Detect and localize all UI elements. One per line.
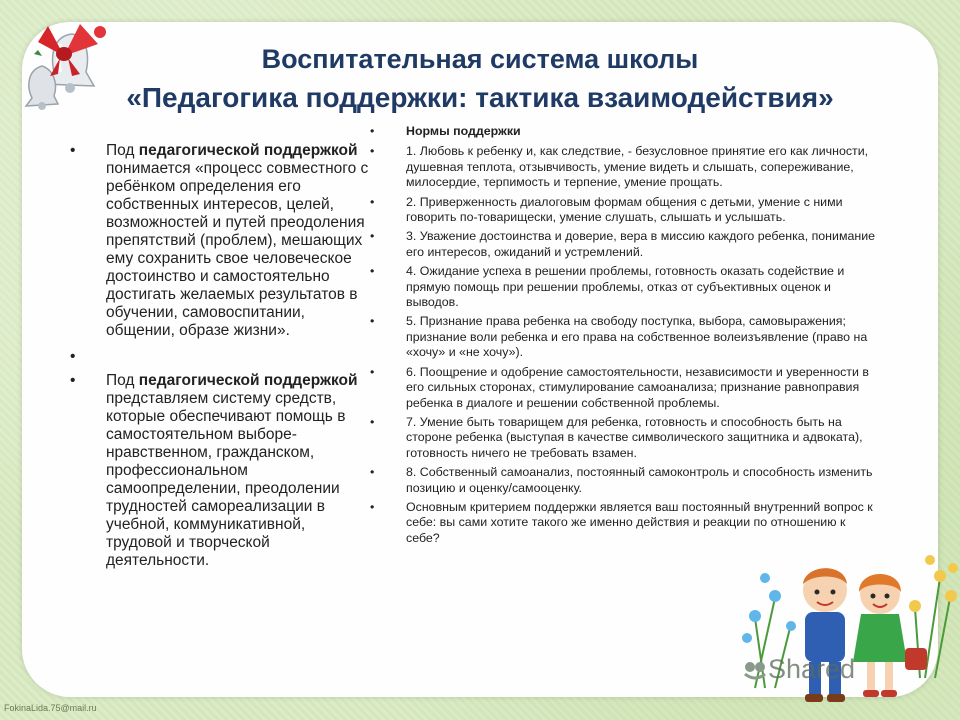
norm-item — [370, 465, 880, 496]
title-line-1: Воспитательная система школы — [261, 44, 699, 74]
bullet: • — [370, 314, 375, 329]
norm-item — [370, 144, 880, 190]
bullet: • — [370, 124, 375, 138]
norm-item — [370, 365, 880, 411]
bullet: • — [370, 264, 375, 279]
norm-item — [370, 415, 880, 461]
left-empty-item — [70, 348, 370, 366]
slideshare-logo-icon — [742, 658, 768, 684]
bullet: • — [370, 465, 375, 480]
norm-item — [370, 229, 880, 260]
norm-item — [370, 314, 880, 360]
bullet: • — [70, 348, 76, 365]
bullet: • — [370, 414, 375, 429]
left-p1-pre: Под — [106, 142, 139, 159]
left-p2-rest: представляем систему средств, которые обеспечивают помощь в самостоятельном выборе- нравственном, гражданском, профессиональном самоопределении, преодолении трудностей самореализации в учебной, коммуникативной, трудовой и творческой деятельности. — [106, 390, 346, 569]
left-p2-bold: педагогической поддержкой — [138, 372, 358, 389]
norm-text: 7. Умение быть товарищем для ребенка, готовность и способность быть на стороне ребенка (выступая в качестве символического защитника и адвоката), готовность ничего не требовать взамен. — [406, 414, 863, 460]
norm-text: 3. Уважение достоинства и доверие, вера в миссию каждого ребенка, понимание его интересов, ожиданий и устремлений. — [406, 229, 876, 259]
norms-heading-item — [370, 124, 880, 139]
children-with-flowers-icon — [735, 538, 960, 720]
norm-text: 6. Поощрение и одобрение самостоятельности, независимости и уверенности в его сильных сторонах, стимулирование самоанализа; признание равноправия ребенка в диалоге и решении собственной проблемы. — [406, 364, 869, 410]
right-column — [370, 124, 880, 550]
norm-text: 1. Любовь к ребенку и, как следствие, - безусловное принятие его как личности, душевная теплота, отзывчивость, умение видеть и слышать, сопереживание, милосердие, терпимость и терпение, умение прощать. — [406, 144, 869, 190]
bullet: • — [370, 229, 375, 244]
bullet: • — [370, 499, 375, 514]
norms-heading: Нормы поддержки — [406, 124, 521, 138]
norm-text: Основным критерием поддержки является ваш постоянный внутренний вопрос к себе: вы сами хотите такого же именно действия и реакции по отношению к себе? — [406, 499, 873, 545]
left-paragraph-1 — [70, 142, 370, 340]
norm-text: 4. Ожидание успеха в решении проблемы, готовность оказать содействие и прямую помощь при решении проблемы, отказ от субъективных оценок и выводов. — [406, 264, 845, 310]
left-p2-pre: Под — [106, 372, 139, 389]
bullet: • — [370, 364, 375, 379]
bullet: • — [70, 142, 76, 159]
norm-text: 5. Признание права ребенка на свободу поступка, выбора, самовыражения; признание воли ребенка и его права на собственное волеизъявление (право на «хочу» и «не хочу»). — [406, 314, 868, 360]
norm-item — [370, 264, 880, 310]
norm-text: 2. Приверженность диалоговым формам общения с детьми, умение с ними говорить по-товарищески, умение слушать, слышать и услышать. — [406, 194, 843, 225]
bullet: • — [70, 372, 76, 389]
title-line-2: «Педагогика поддержки: тактика взаимодействия» — [126, 82, 834, 113]
norm-item — [370, 195, 880, 226]
left-paragraph-2 — [70, 372, 370, 570]
slide-title — [60, 40, 900, 118]
norm-text: 8. Собственный самоанализ, постоянный самоконтроль и способность изменить позицию и оценку/самооценку. — [406, 465, 873, 495]
left-column — [70, 142, 370, 570]
bullet: • — [370, 194, 375, 209]
bullet: • — [370, 144, 375, 159]
author-email: FokinaLida.75@mail.ru — [4, 703, 97, 713]
left-p1-rest: понимается «процесс совместного с ребёнком определения его собственных интересов, целей, возможностей и путей преодоления препятствий (проблем), мешающих ему сохранить свое человеческое достоинство и самостоятельно достигать желаемых результатов в обучении, самовоспитании, общении, образе жизни». — [106, 160, 369, 339]
left-p1-bold: педагогической поддержкой — [138, 142, 358, 159]
shared-watermark: Shared — [768, 654, 856, 684]
